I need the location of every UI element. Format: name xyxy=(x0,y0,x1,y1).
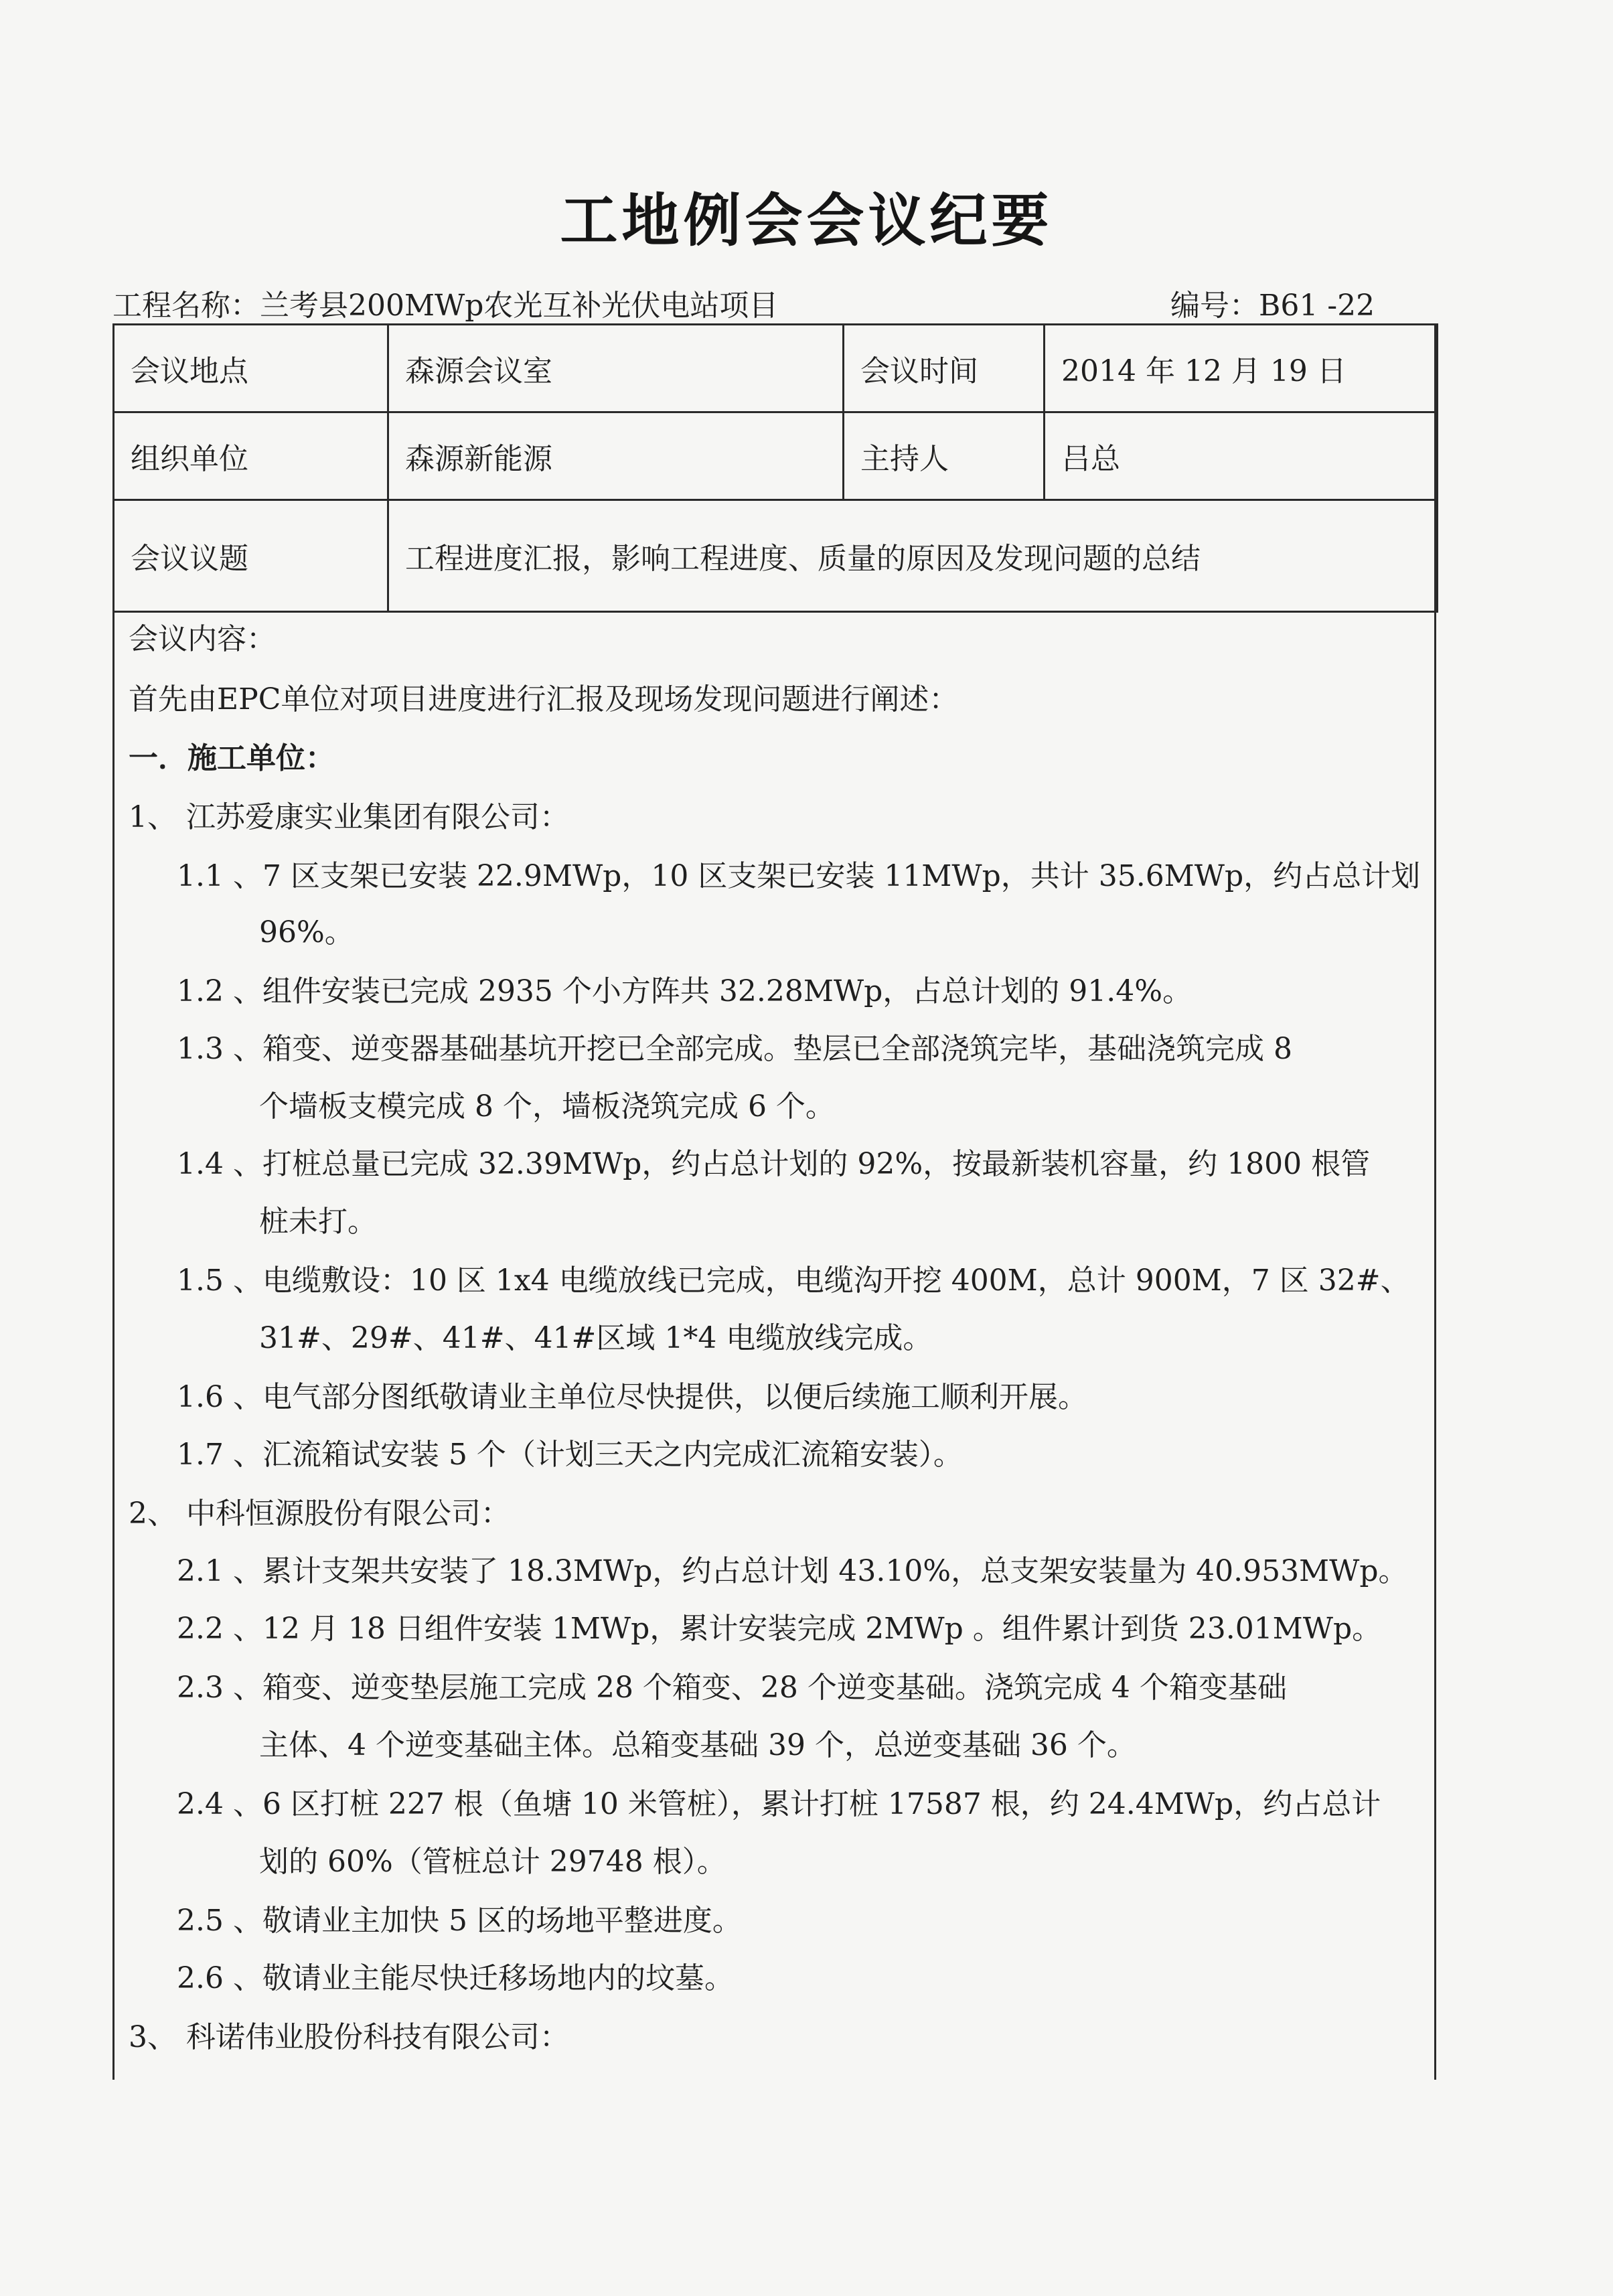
project-name xyxy=(112,281,778,324)
list-item: 1.2 、组件安装已完成 2935 个小方阵共 32.28MWp，占总计划的 91.4%。 xyxy=(177,974,1193,1008)
list-item: 1.4 、打桩总量已完成 32.39MWp，约占总计划的 92%，按最新装机容量，约 1800 根管 xyxy=(177,1147,1371,1181)
list-item: 2.4 、6 区打桩 227 根（鱼塘 10 米管桩），累计打桩 17587 根，约 24.4MWp，约占总计 xyxy=(177,1787,1381,1821)
company-heading: 2、 中科恒源股份有限公司： xyxy=(129,1497,510,1531)
project-value: 兰考县200MWp农光互补光伏电站项目 xyxy=(260,289,779,323)
table-row xyxy=(114,412,1438,500)
time-value: 2014 年 12 月 19 日 xyxy=(1045,325,1438,412)
location-label: 会议地点 xyxy=(114,325,388,412)
list-item: 2.5 、敬请业主加快 5 区的场地平整进度。 xyxy=(177,1904,742,1938)
list-item-continuation: 主体、4 个逆变基础主体。总箱变基础 39 个，总逆变基础 36 个。 xyxy=(259,1728,1136,1762)
list-item: 2.1 、累计支架共安装了 18.3MWp，约占总计划 43.10%，总支架安装量为 40.953MWp。 xyxy=(177,1554,1408,1588)
host-label: 主持人 xyxy=(844,412,1045,500)
section-heading: 一．施工单位： xyxy=(129,741,335,775)
list-item-continuation: 划的 60%（管桩总计 29748 根）。 xyxy=(259,1845,726,1879)
table-row xyxy=(114,325,1438,412)
list-item-continuation: 31#、29#、41#、41#区域 1*4 电缆放线完成。 xyxy=(259,1321,933,1355)
list-item: 2.6 、敬请业主能尽快迁移场地内的坟墓。 xyxy=(177,1961,734,1995)
host-value: 吕总 xyxy=(1045,412,1438,500)
list-item-continuation: 96%。 xyxy=(259,915,354,949)
list-item: 1.5 、电缆敷设：10 区 1x4 电缆放线已完成，电缆沟开挖 400M，总计 900M，7 区 32#、 xyxy=(177,1264,1410,1298)
table-row xyxy=(114,500,1438,612)
list-item: 1.6 、电气部分图纸敬请业主单位尽快提供，以便后续施工顺利开展。 xyxy=(177,1380,1087,1414)
document-number xyxy=(1170,281,1375,324)
list-item: 1.3 、箱变、逆变器基础基坑开挖已全部完成。垫层已全部浇筑完毕，基础浇筑完成 8 xyxy=(177,1032,1292,1066)
project-label: 工程名称： xyxy=(112,289,260,323)
list-item: 2.3 、箱变、逆变垫层施工完成 28 个箱变、28 个逆变基础。浇筑完成 4 个箱变基础 xyxy=(177,1671,1287,1705)
topic-value: 工程进度汇报，影响工程进度、质量的原因及发现问题的总结 xyxy=(388,500,1438,612)
company-heading: 1、 江苏爱康实业集团有限公司： xyxy=(129,800,569,834)
org-value: 森源新能源 xyxy=(388,412,844,500)
time-label: 会议时间 xyxy=(844,325,1045,412)
topic-label: 会议议题 xyxy=(114,500,388,612)
location-value: 森源会议室 xyxy=(388,325,844,412)
org-label: 组织单位 xyxy=(114,412,388,500)
list-item: 1.1 、7 区支架已安装 22.9MWp，10 区支架已安装 11MWp，共计 35.6MWp，约占总计划 xyxy=(177,859,1421,893)
number-label: 编号： xyxy=(1170,289,1259,323)
number-value: B61 -22 xyxy=(1259,289,1375,323)
meeting-info-table xyxy=(112,323,1438,613)
list-item-continuation: 个墙板支模完成 8 个，墙板浇筑完成 6 个。 xyxy=(259,1089,835,1124)
document-title: 工地例会会议纪要 xyxy=(560,187,1053,254)
list-item: 1.7 、汇流箱试安装 5 个（计划三天之内完成汇流箱安装）。 xyxy=(177,1438,963,1472)
content-intro: 首先由EPC单位对项目进度进行汇报及现场发现问题进行阐述： xyxy=(129,682,959,716)
content-heading: 会议内容： xyxy=(129,622,276,656)
list-item-continuation: 桩未打。 xyxy=(259,1205,377,1239)
company-heading: 3、 科诺伟业股份科技有限公司： xyxy=(129,2020,569,2054)
list-item: 2.2 、12 月 18 日组件安装 1MWp，累计安装完成 2MWp 。组件累计到货 23.01MWp。 xyxy=(177,1612,1382,1646)
